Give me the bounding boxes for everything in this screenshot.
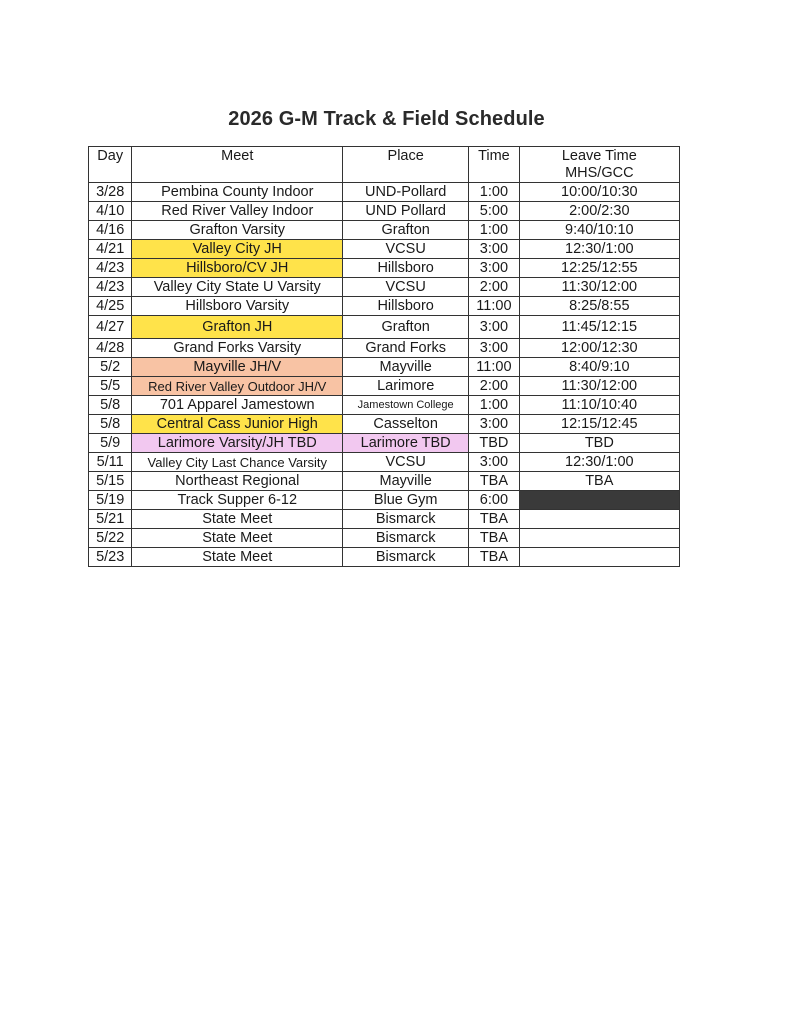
cell-day: 4/16 xyxy=(89,221,132,240)
cell-place: VCSU xyxy=(343,278,469,297)
table-header-row xyxy=(89,147,680,183)
cell-time: 1:00 xyxy=(469,183,519,202)
cell-meet: Red River Valley Indoor xyxy=(132,202,343,221)
table-row xyxy=(89,316,680,339)
cell-time: TBA xyxy=(469,510,519,529)
cell-time: TBA xyxy=(469,529,519,548)
cell-time: 3:00 xyxy=(469,453,519,472)
cell-time: 2:00 xyxy=(469,278,519,297)
cell-meet: Grand Forks Varsity xyxy=(132,339,343,358)
cell-place: Hillsboro xyxy=(343,259,469,278)
table-row xyxy=(89,510,680,529)
cell-day: 4/28 xyxy=(89,339,132,358)
cell-leave: 12:30/1:00 xyxy=(519,240,679,259)
table-row xyxy=(89,529,680,548)
cell-time: TBD xyxy=(469,434,519,453)
cell-leave: 2:00/2:30 xyxy=(519,202,679,221)
cell-leave: 12:25/12:55 xyxy=(519,259,679,278)
cell-meet: Track Supper 6-12 xyxy=(132,491,343,510)
cell-day: 5/22 xyxy=(89,529,132,548)
cell-day: 4/10 xyxy=(89,202,132,221)
cell-meet: Larimore Varsity/JH TBD xyxy=(132,434,343,453)
table-row xyxy=(89,453,680,472)
cell-place: VCSU xyxy=(343,453,469,472)
cell-day: 4/23 xyxy=(89,278,132,297)
cell-meet: Hillsboro Varsity xyxy=(132,297,343,316)
cell-time: TBA xyxy=(469,548,519,567)
table-row xyxy=(89,548,680,567)
cell-place: Mayville xyxy=(343,472,469,491)
cell-leave xyxy=(519,510,679,529)
table-row xyxy=(89,472,680,491)
cell-meet: State Meet xyxy=(132,548,343,567)
table-row xyxy=(89,297,680,316)
cell-place: Hillsboro xyxy=(343,297,469,316)
cell-time: 1:00 xyxy=(469,396,519,415)
cell-leave: 12:00/12:30 xyxy=(519,339,679,358)
table-row xyxy=(89,377,680,396)
table-row xyxy=(89,202,680,221)
cell-time: 2:00 xyxy=(469,377,519,396)
cell-leave: TBA xyxy=(519,472,679,491)
cell-time: 11:00 xyxy=(469,297,519,316)
table-row xyxy=(89,183,680,202)
table-row xyxy=(89,396,680,415)
cell-meet: 701 Apparel Jamestown xyxy=(132,396,343,415)
cell-meet: Pembina County Indoor xyxy=(132,183,343,202)
cell-time: 11:00 xyxy=(469,358,519,377)
cell-meet: Red River Valley Outdoor JH/V xyxy=(132,377,343,396)
cell-time: 5:00 xyxy=(469,202,519,221)
cell-time: 3:00 xyxy=(469,240,519,259)
cell-leave: 11:30/12:00 xyxy=(519,377,679,396)
cell-leave: 12:15/12:45 xyxy=(519,415,679,434)
cell-place: Bismarck xyxy=(343,548,469,567)
schedule-table xyxy=(88,146,680,567)
header-leave-line2: MHS/GCC xyxy=(565,165,634,181)
cell-day: 5/11 xyxy=(89,453,132,472)
cell-day: 3/28 xyxy=(89,183,132,202)
cell-time: 3:00 xyxy=(469,259,519,278)
cell-leave xyxy=(519,529,679,548)
cell-place: UND Pollard xyxy=(343,202,469,221)
table-row xyxy=(89,339,680,358)
table-row xyxy=(89,415,680,434)
cell-meet: Northeast Regional xyxy=(132,472,343,491)
cell-time: 6:00 xyxy=(469,491,519,510)
cell-place: Grafton xyxy=(343,221,469,240)
cell-place: Bismarck xyxy=(343,529,469,548)
cell-place: Grand Forks xyxy=(343,339,469,358)
cell-place: Larimore xyxy=(343,377,469,396)
header-leave-line1: Leave Time xyxy=(561,148,637,164)
header-day: Day xyxy=(89,147,132,183)
table-row xyxy=(89,240,680,259)
header-leave-time xyxy=(519,147,679,183)
cell-leave: 11:45/12:15 xyxy=(519,316,679,339)
cell-meet: Hillsboro/CV JH xyxy=(132,259,343,278)
cell-meet: State Meet xyxy=(132,510,343,529)
cell-day: 4/25 xyxy=(89,297,132,316)
table-row xyxy=(89,434,680,453)
cell-day: 5/8 xyxy=(89,396,132,415)
cell-meet: Mayville JH/V xyxy=(132,358,343,377)
cell-day: 4/27 xyxy=(89,316,132,339)
table-row xyxy=(89,358,680,377)
cell-leave: 11:10/10:40 xyxy=(519,396,679,415)
cell-meet: Central Cass Junior High xyxy=(132,415,343,434)
cell-leave xyxy=(519,548,679,567)
header-time: Time xyxy=(469,147,519,183)
cell-day: 5/21 xyxy=(89,510,132,529)
cell-meet: Grafton Varsity xyxy=(132,221,343,240)
cell-place: Larimore TBD xyxy=(343,434,469,453)
cell-leave: 12:30/1:00 xyxy=(519,453,679,472)
cell-meet: Valley City JH xyxy=(132,240,343,259)
cell-day: 4/23 xyxy=(89,259,132,278)
table-row xyxy=(89,491,680,510)
cell-leave: TBD xyxy=(519,434,679,453)
cell-day: 5/19 xyxy=(89,491,132,510)
cell-time: 3:00 xyxy=(469,339,519,358)
cell-time: 3:00 xyxy=(469,415,519,434)
cell-leave: 8:40/9:10 xyxy=(519,358,679,377)
cell-day: 5/2 xyxy=(89,358,132,377)
cell-place: VCSU xyxy=(343,240,469,259)
cell-place: Blue Gym xyxy=(343,491,469,510)
cell-meet: Valley City Last Chance Varsity xyxy=(132,453,343,472)
header-meet: Meet xyxy=(132,147,343,183)
cell-place: Jamestown College xyxy=(343,396,469,415)
cell-day: 5/15 xyxy=(89,472,132,491)
cell-day: 5/23 xyxy=(89,548,132,567)
cell-meet: Grafton JH xyxy=(132,316,343,339)
cell-time: 1:00 xyxy=(469,221,519,240)
cell-time: TBA xyxy=(469,472,519,491)
cell-leave-blacked-out xyxy=(519,491,679,510)
cell-leave: 10:00/10:30 xyxy=(519,183,679,202)
table-row xyxy=(89,259,680,278)
cell-place: Bismarck xyxy=(343,510,469,529)
cell-place: Mayville xyxy=(343,358,469,377)
cell-day: 5/9 xyxy=(89,434,132,453)
cell-day: 5/8 xyxy=(89,415,132,434)
cell-leave: 9:40/10:10 xyxy=(519,221,679,240)
cell-leave: 11:30/12:00 xyxy=(519,278,679,297)
cell-meet: Valley City State U Varsity xyxy=(132,278,343,297)
cell-time: 3:00 xyxy=(469,316,519,339)
page-title: 2026 G-M Track & Field Schedule xyxy=(228,108,545,130)
cell-place: UND-Pollard xyxy=(343,183,469,202)
cell-day: 4/21 xyxy=(89,240,132,259)
cell-meet: State Meet xyxy=(132,529,343,548)
cell-place: Grafton xyxy=(343,316,469,339)
header-place: Place xyxy=(343,147,469,183)
table-row xyxy=(89,278,680,297)
cell-place: Casselton xyxy=(343,415,469,434)
cell-leave: 8:25/8:55 xyxy=(519,297,679,316)
cell-day: 5/5 xyxy=(89,377,132,396)
table-row xyxy=(89,221,680,240)
